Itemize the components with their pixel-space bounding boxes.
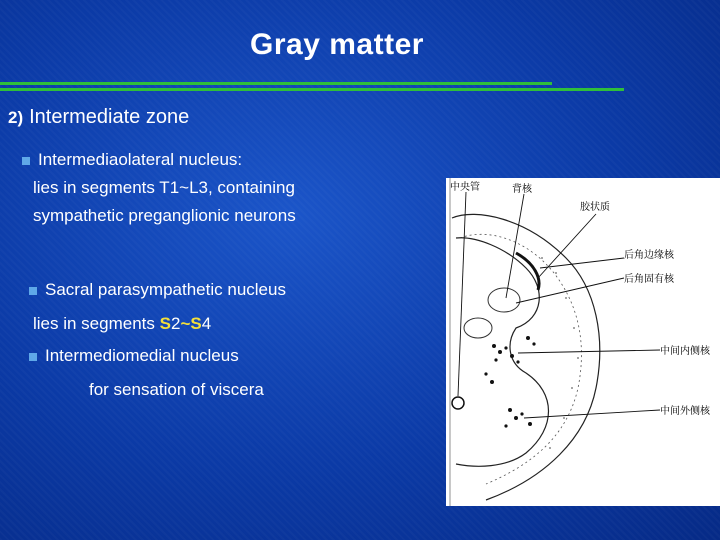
section-heading-text: Intermediate zone	[29, 106, 190, 128]
label-central-canal: 中央管	[450, 182, 480, 193]
segment-a-letter: S	[159, 314, 171, 333]
bullet-1-title-text: Intermediaolateral nucleus	[38, 150, 238, 169]
bullet-3-title-text: Intermediomedial nucleus	[45, 346, 239, 365]
segment-b-number: 4	[201, 314, 212, 333]
label-nucleus-proprius: 后角固有核	[624, 274, 674, 285]
section-heading	[8, 106, 189, 129]
label-gelatinosa: 胶状质	[580, 202, 610, 213]
bullet-2-title	[29, 280, 286, 300]
bullet-3-line-2: for sensation of viscera	[89, 380, 264, 399]
bullet-3-title	[29, 346, 239, 366]
bullet-1-line-2: lies in segments T1~L3, containing	[33, 178, 295, 197]
title-rule-upper	[0, 82, 552, 85]
title-rule-lower	[0, 88, 624, 91]
spinal-cord-diagram	[446, 178, 720, 506]
bullet-2-line-2-prefix: lies in segments	[33, 314, 160, 333]
label-intermediomedial: 中间内侧核	[660, 346, 710, 357]
label-dorsal-nucleus: 背核	[512, 184, 532, 195]
slide-title: Gray matter	[250, 28, 424, 61]
bullet-2-line-2	[33, 314, 211, 334]
square-bullet-icon	[29, 353, 37, 361]
label-intermediolateral: 中间外侧核	[660, 406, 710, 417]
bullet-1-colon: :	[237, 150, 243, 169]
bullet-2-title-text: Sacral parasympathetic nucleus	[45, 280, 286, 299]
segment-a-number: 2	[170, 314, 181, 333]
label-marginal-nucleus: 后角边缘核	[624, 250, 674, 261]
segment-b-letter: S	[190, 314, 202, 333]
segment-separator: ~	[180, 314, 191, 333]
square-bullet-icon	[22, 157, 30, 165]
bullet-1-title	[22, 150, 242, 170]
bullet-1-line-3: sympathetic preganglionic neurons	[33, 206, 296, 225]
section-number: 2)	[8, 108, 24, 127]
square-bullet-icon	[29, 287, 37, 295]
